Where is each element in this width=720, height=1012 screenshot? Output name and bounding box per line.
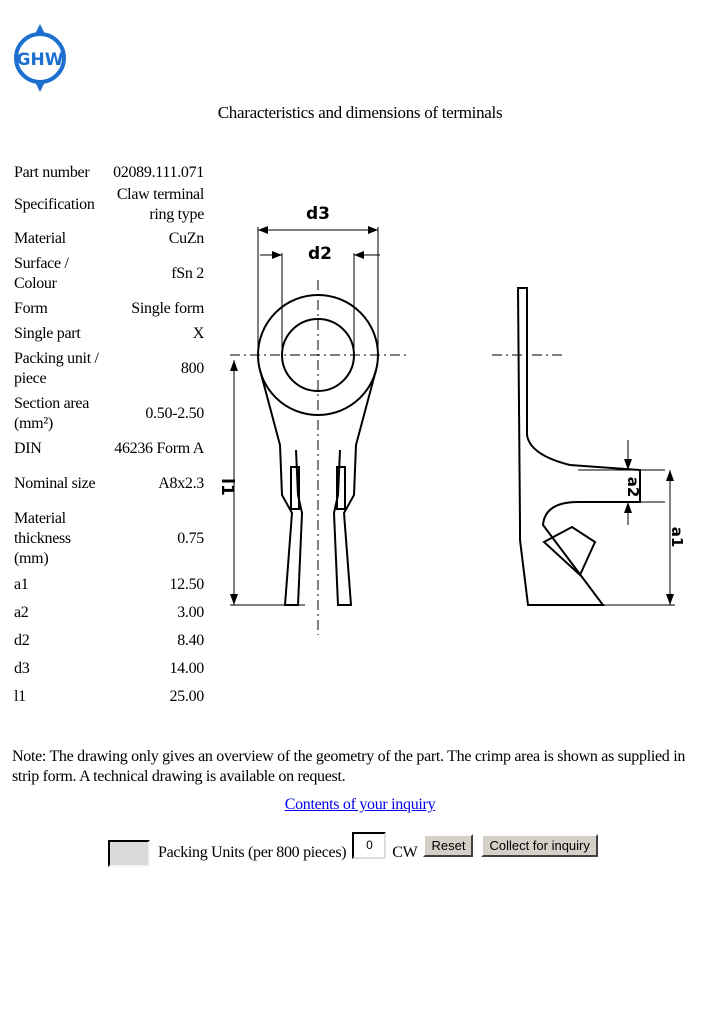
spec-row-material	[14, 227, 204, 251]
spec-row-packing-unit	[14, 347, 204, 391]
unit-label: CW	[392, 844, 418, 861]
reset-button[interactable]: Reset	[423, 834, 473, 857]
spec-value: 0.50-2.50	[145, 405, 204, 422]
spec-label: d2	[14, 632, 30, 649]
spec-value: 8.40	[177, 632, 204, 649]
spec-value: Claw terminal ring type	[116, 186, 204, 223]
spec-value: 25.00	[169, 688, 204, 705]
spec-label: a1	[14, 576, 29, 593]
collect-for-inquiry-button[interactable]: Collect for inquiry	[481, 834, 597, 857]
l1-label: l1	[217, 478, 237, 496]
packing-units-label: Packing Units (per 800 pieces)	[158, 844, 347, 861]
spec-label: Surface / Colour	[14, 255, 69, 292]
spec-row-form	[14, 297, 204, 321]
spec-label: Material thickness (mm)	[14, 510, 71, 567]
spec-label: l1	[14, 688, 26, 705]
spec-label: Specification	[14, 196, 95, 213]
logo-text: GHW	[16, 50, 64, 70]
spec-row-part-number	[14, 163, 204, 183]
packing-units-input[interactable]	[108, 840, 150, 867]
spec-row-nominal-size	[14, 461, 204, 507]
spec-row-single-part	[14, 321, 204, 347]
a2-label: a2	[624, 476, 642, 498]
spec-label: Nominal size	[14, 475, 96, 492]
spec-row-material-thickness	[14, 507, 204, 571]
spec-label: DIN	[14, 440, 42, 457]
spec-value: X	[192, 325, 204, 342]
spec-table	[14, 163, 204, 711]
spec-value: 800	[180, 360, 204, 377]
page-title: Characteristics and dimensions of terminals	[217, 103, 503, 122]
spec-value: 12.50	[169, 576, 204, 593]
spec-row-d2	[14, 627, 204, 655]
a1-label: a1	[668, 526, 686, 548]
spec-label: Form	[14, 300, 48, 317]
spec-label: Part number	[14, 164, 90, 181]
spec-value: 02089.111.071	[113, 164, 204, 181]
spec-row-din	[14, 437, 204, 461]
inquiry-contents-link[interactable]: Contents of your inquiry	[284, 796, 436, 813]
spec-label: Packing unit / piece	[14, 350, 99, 387]
spec-row-surface	[14, 251, 204, 297]
spec-value: A8x2.3	[158, 475, 204, 492]
ghw-logo	[8, 22, 72, 94]
drawing-note: Note: The drawing only gives an overview of the geometry of the part. The crimp area is shown as supplied in strip form. A technical drawing is available on request.	[12, 748, 686, 785]
spec-label: Single part	[14, 325, 81, 342]
d2-label: d2	[308, 244, 332, 264]
spec-value: 46236 Form A	[114, 440, 204, 457]
spec-label: Section area (mm²)	[14, 395, 90, 432]
spec-value: CuZn	[168, 230, 204, 247]
terminal-drawing	[210, 195, 690, 640]
spec-label: Material	[14, 230, 66, 247]
spec-value: 3.00	[177, 604, 204, 621]
spec-row-a2	[14, 599, 204, 627]
spec-value: 14.00	[169, 660, 204, 677]
spec-row-l1	[14, 683, 204, 711]
inquiry-form	[108, 827, 598, 867]
spec-value: 0.75	[177, 530, 204, 547]
spec-value: fSn 2	[171, 265, 204, 282]
d3-label: d3	[306, 204, 330, 224]
spec-row-a1	[14, 571, 204, 599]
spec-row-d3	[14, 655, 204, 683]
quantity-input[interactable]: 0	[352, 832, 386, 859]
spec-label: a2	[14, 604, 29, 621]
spec-row-section-area	[14, 391, 204, 437]
spec-label: d3	[14, 660, 30, 677]
spec-value: Single form	[131, 300, 204, 317]
spec-row-specification	[14, 183, 204, 227]
